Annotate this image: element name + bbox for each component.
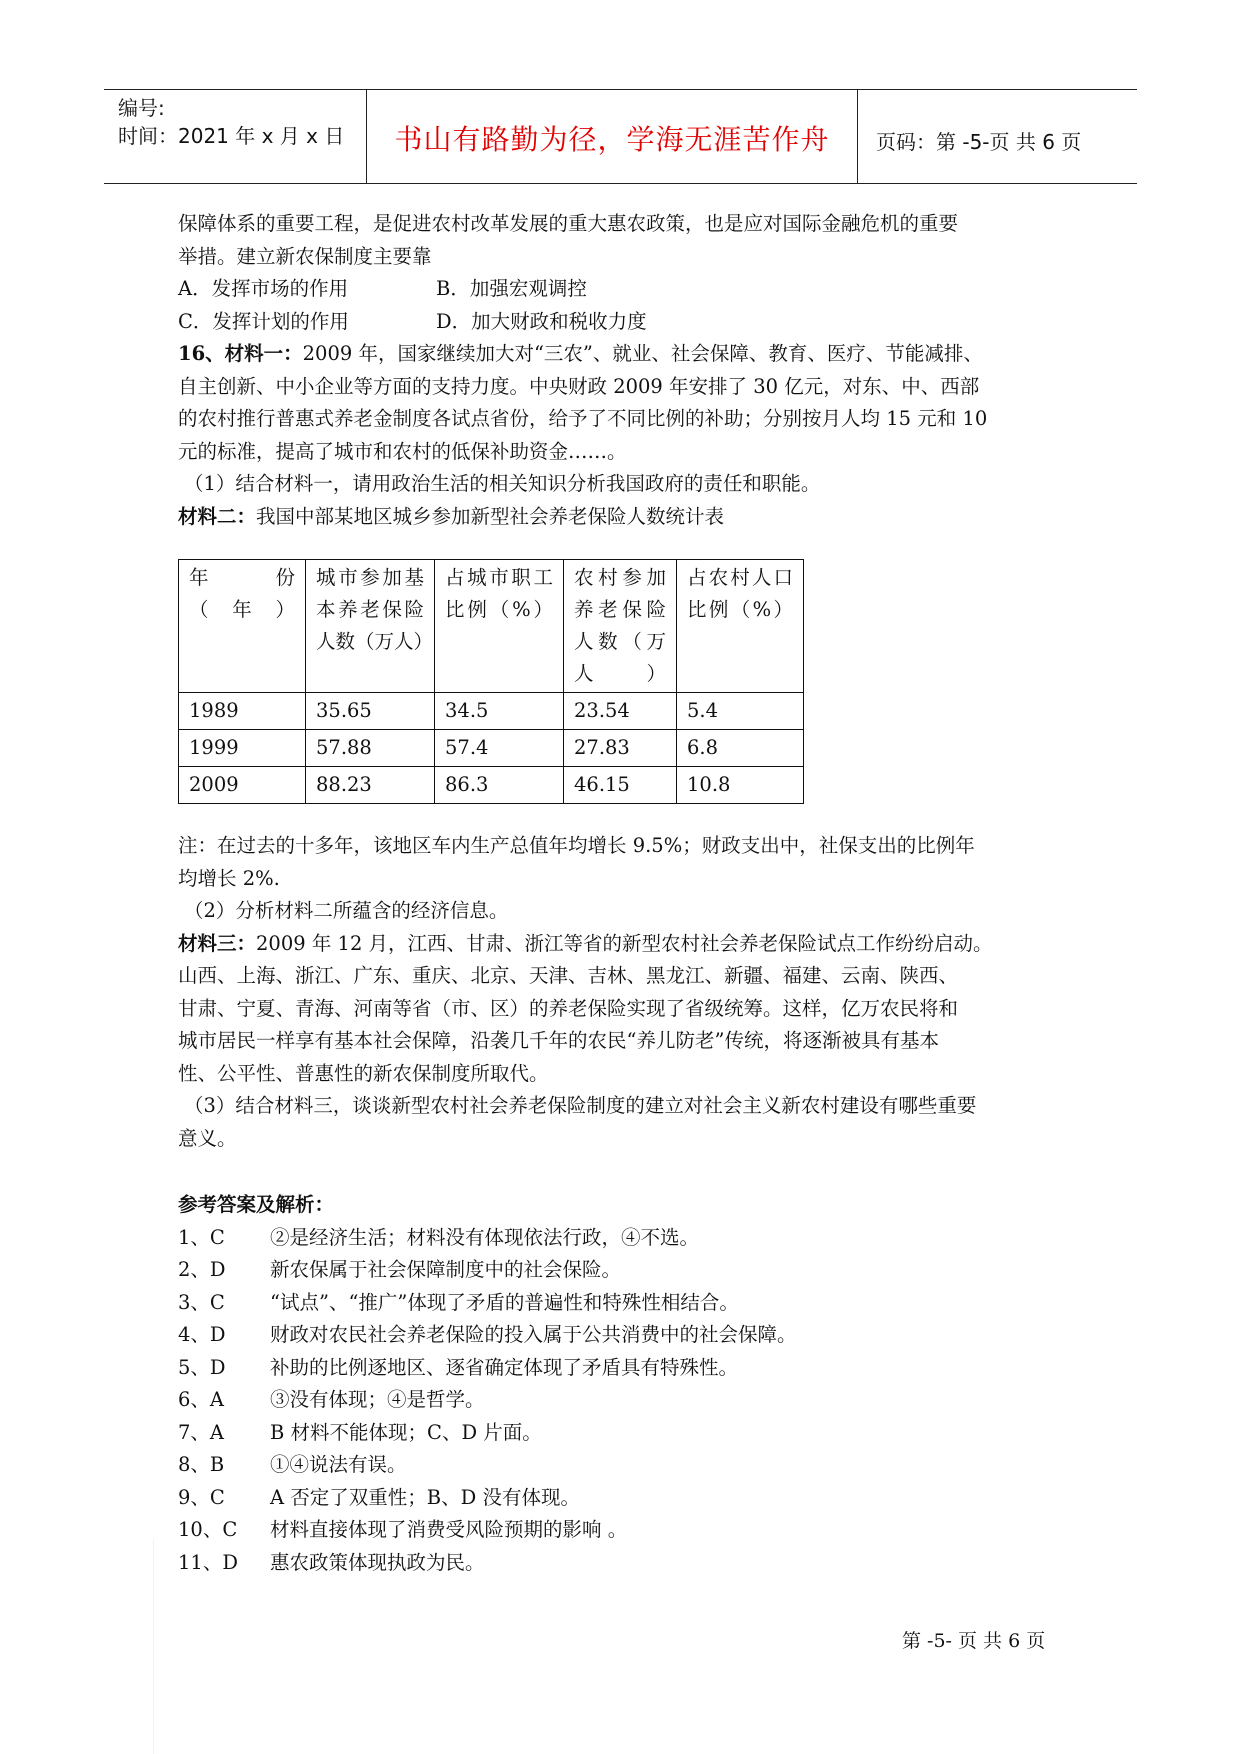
header-page-info: 页码：第 -5-页 共 6 页 <box>876 130 1082 154</box>
document-number-label: 编号: <box>118 96 165 120</box>
answer-item <box>178 1547 1078 1580</box>
answer-number: 6、A <box>178 1388 224 1411</box>
table-cell: 88.23 <box>306 767 435 804</box>
page-footer: 第 -5- 页 共 6 页 <box>902 1630 1046 1652</box>
material-3-label: 材料三： <box>178 931 257 955</box>
table-cell: 46.15 <box>564 767 677 804</box>
answer-item <box>178 1449 1078 1482</box>
answer-number: 10、C <box>178 1518 238 1541</box>
table-cell: 57.4 <box>435 730 564 767</box>
table-header-urban-insured: 城市参加基本养老保险人数（万人） <box>306 560 435 693</box>
table-cell: 23.54 <box>564 693 677 730</box>
answer-text: ③没有体现；④是哲学。 <box>270 1388 485 1411</box>
table-cell: 35.65 <box>306 693 435 730</box>
answer-number: 1、C <box>178 1225 225 1249</box>
answer-number: 3、C <box>178 1290 225 1314</box>
answer-item <box>178 1514 1078 1547</box>
header-left-cell <box>104 90 367 183</box>
material-2-label: 材料二： <box>178 504 257 528</box>
question-16-part-3-line-1: （3）结合材料三，谈谈新型农村社会养老保险制度的建立对社会主义新农村建设有哪些重要 <box>184 1094 977 1117</box>
answer-text: B 材料不能体现；C、D 片面。 <box>270 1420 542 1444</box>
options-row-2 <box>178 306 1078 339</box>
question-16-line-3: 的农村推行普惠式养老金制度各试点省份，给予了不同比例的补助；分别按月人均 15 元和 10 <box>178 407 988 430</box>
table-header-rural-insured: 农村参加养老保险人数（万人） <box>564 560 677 693</box>
question-16-part-3-line-2: 意义。 <box>178 1126 237 1150</box>
question-16-text-1: 2009 年，国家继续加大对“三农”、就业、社会保障、教育、医疗、节能减排、 <box>302 342 983 365</box>
answer-item <box>178 1222 1078 1255</box>
note-line-1: 注：在过去的十多年，该地区车内生产总值年均增长 9.5%；财政支出中，社保支出的比例年 <box>178 834 975 857</box>
question-16-label: 16、材料一： <box>178 342 303 365</box>
answer-number: 8、B <box>178 1453 225 1476</box>
statistics-table <box>178 559 804 804</box>
table-row <box>179 767 804 804</box>
margin-artifact-line <box>153 1540 154 1754</box>
answer-item <box>178 1384 1078 1417</box>
section-spacer <box>178 1155 1078 1189</box>
option-c: C．发挥计划的作用 <box>178 309 349 333</box>
header-right-cell <box>858 90 1137 183</box>
note-line-2: 均增长 2%. <box>178 866 280 890</box>
table-header-urban-ratio: 占城市职工比例（%） <box>435 560 564 693</box>
material-2-text: 我国中部某地区城乡参加新型社会养老保险人数统计表 <box>256 504 725 528</box>
header-middle-cell <box>367 90 858 183</box>
answer-item <box>178 1417 1078 1450</box>
table-cell: 34.5 <box>435 693 564 730</box>
table-cell: 6.8 <box>677 730 804 767</box>
option-d: D．加大财政和税收力度 <box>436 309 647 333</box>
answer-number: 4、D <box>178 1323 226 1346</box>
table-cell: 1999 <box>179 730 306 767</box>
table-header-row <box>179 560 804 693</box>
material-3-line-2: 山西、上海、浙江、广东、重庆、北京、天津、吉林、黑龙江、新疆、福建、云南、陕西、 <box>178 964 959 987</box>
table-cell: 86.3 <box>435 767 564 804</box>
table-cell: 27.83 <box>564 730 677 767</box>
table-row <box>179 730 804 767</box>
answer-item <box>178 1352 1078 1385</box>
document-body <box>178 208 1078 1579</box>
table-cell: 57.88 <box>306 730 435 767</box>
material-3-text-1: 2009 年 12 月，江西、甘肃、浙江等省的新型农村社会养老保险试点工作纷纷启动。 <box>256 931 993 955</box>
table-cell: 5.4 <box>677 693 804 730</box>
material-3-line-5: 性、公平性、普惠性的新农保制度所取代。 <box>178 1061 549 1085</box>
answer-item <box>178 1482 1078 1515</box>
answer-text: 惠农政策体现执政为民。 <box>270 1550 485 1574</box>
question-16-part-1: （1）结合材料一，请用政治生活的相关知识分析我国政府的责任和职能。 <box>184 472 821 495</box>
answer-text: ②是经济生活；材料没有体现依法行政，④不选。 <box>270 1225 700 1249</box>
table-row <box>179 693 804 730</box>
material-3-line-4: 城市居民一样享有基本社会保障，沿袭几千年的农民“养儿防老”传统，将逐渐被具有基本 <box>178 1029 939 1052</box>
document-time-label: 时间：2021 年 x 月 x 日 <box>118 124 345 148</box>
answer-text: 财政对农民社会养老保险的投入属于公共消费中的社会保障。 <box>270 1323 797 1346</box>
table-header-year: 年 份（年） <box>179 560 306 693</box>
question-16-line-2: 自主创新、中小企业等方面的支持力度。中央财政 2009 年安排了 30 亿元，对东、中、西部 <box>178 374 980 398</box>
answer-number: 5、D <box>178 1355 226 1379</box>
answer-text: A 否定了双重性；B、D 没有体现。 <box>270 1485 580 1509</box>
answer-number: 11、D <box>178 1550 238 1574</box>
answer-item <box>178 1319 1078 1352</box>
answer-number: 7、A <box>178 1420 224 1444</box>
answer-text: 材料直接体现了消费受风险预期的影响 。 <box>270 1518 628 1541</box>
answers-title: 参考答案及解析： <box>178 1193 335 1216</box>
answer-text: “试点”、“推广”体现了矛盾的普遍性和特殊性相结合。 <box>270 1290 739 1314</box>
table-cell: 10.8 <box>677 767 804 804</box>
material-3-line-3: 甘肃、宁夏、青海、河南等省（市、区）的养老保险实现了省级统筹。这样，亿万农民将和 <box>178 996 959 1020</box>
answer-text: 补助的比例逐地区、逐省确定体现了矛盾具有特殊性。 <box>270 1355 739 1379</box>
page-header <box>104 89 1137 184</box>
table-cell: 2009 <box>179 767 306 804</box>
answer-number: 2、D <box>178 1258 226 1281</box>
question-16-line-4: 元的标准，提高了城市和农村的低保补助资金……。 <box>178 439 627 463</box>
question-16-line-1 <box>178 338 1078 371</box>
answer-item <box>178 1287 1078 1320</box>
question-16-part-2: （2）分析材料二所蕴含的经济信息。 <box>184 899 509 922</box>
material-3-line-1 <box>178 928 1078 961</box>
intro-line-1: 保障体系的重要工程，是促进农村改革发展的重大惠农政策，也是应对国际金融危机的重要 <box>178 212 959 235</box>
material-2-line <box>178 501 1078 534</box>
answer-number: 9、C <box>178 1485 225 1509</box>
table-header-rural-ratio: 占农村人口比例（%） <box>677 560 804 693</box>
table-cell: 1989 <box>179 693 306 730</box>
answer-item <box>178 1254 1078 1287</box>
header-motto: 书山有路勤为径，学海无涯苦作舟 <box>394 123 830 156</box>
option-b: B．加强宏观调控 <box>436 277 587 300</box>
answer-text: 新农保属于社会保障制度中的社会保险。 <box>270 1258 622 1281</box>
option-a: A．发挥市场的作用 <box>178 277 349 300</box>
intro-line-2: 举措。建立新农保制度主要靠 <box>178 244 432 268</box>
answer-text: ①④说法有误。 <box>270 1453 407 1476</box>
options-row-1 <box>178 273 1078 306</box>
